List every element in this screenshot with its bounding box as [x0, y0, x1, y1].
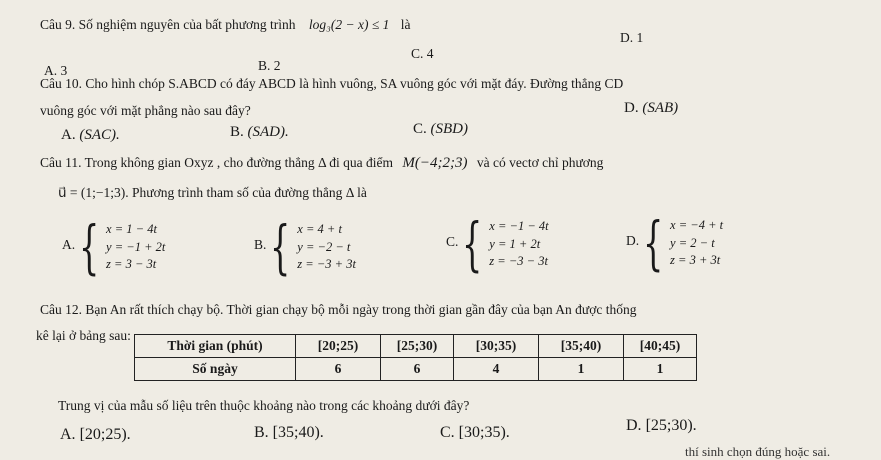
table-cell: 6	[296, 358, 381, 381]
table-cell: 4	[454, 358, 539, 381]
table-row	[135, 335, 697, 358]
q12-line1: Câu 12. Bạn An rất thích chạy bộ. Thời gian chạy bộ mỗi ngày trong thời gian gần đây của bạn An được thống	[40, 302, 637, 317]
q9-text: Câu 9. Số nghiệm nguyên của bất phương trình log₃(2 − x) ≤ 1 là	[40, 17, 411, 32]
q9-option-b[interactable]: B. 2	[258, 58, 281, 73]
q12-question: Trung vị của mẫu số liệu trên thuộc khoảng nào trong các khoảng dưới đây?	[58, 398, 470, 413]
q10-option-a[interactable]: A. (SAC).	[61, 127, 120, 143]
q12-line2: kê lại ở bảng sau:	[36, 328, 131, 343]
q9-option-a[interactable]: A. 3	[44, 63, 68, 78]
q10-option-c[interactable]: C. (SBD)	[413, 121, 469, 137]
table-cell: 1	[624, 358, 697, 381]
q11-option-c[interactable]: C. { x = −1 − 4t y = 1 + 2t z = −3 − 3t	[446, 210, 549, 278]
q11-option-b[interactable]: B. { x = 4 + t y = −2 − t z = −3 + 3t	[254, 213, 356, 281]
q12-option-d[interactable]: D. [25;30).	[626, 417, 697, 434]
q11-option-d[interactable]: D. { x = −4 + t y = 2 − t z = 3 + 3t	[626, 209, 724, 277]
table-cell: [35;40)	[539, 335, 624, 358]
frequency-table	[134, 334, 697, 381]
q11-line1: Câu 11. Trong không gian Oxyz , cho đường thẳng Δ đi qua điểm M(−4;2;3) và có vectơ chỉ phương	[40, 155, 604, 171]
footer-text: thí sinh chọn đúng hoặc sai.	[685, 444, 831, 459]
table-cell: 6	[381, 358, 454, 381]
q11-option-a[interactable]: A. { x = 1 − 4t y = −1 + 2t z = 3 − 3t	[62, 213, 166, 281]
q11-line2: u⃗ = (1;−1;3). Phương trình tham số của đường thẳng Δ là	[58, 185, 367, 200]
q12-option-a[interactable]: A. [20;25).	[60, 426, 131, 443]
q12-option-b[interactable]: B. [35;40).	[254, 424, 324, 441]
table-cell: [25;30)	[381, 335, 454, 358]
table-cell: [40;45)	[624, 335, 697, 358]
q10-line1: Câu 10. Cho hình chóp S.ABCD có đáy ABCD là hình vuông, SA vuông góc với mặt đáy. Đường thẳng CD	[40, 76, 624, 91]
table-count-label: Số ngày	[135, 358, 296, 381]
q9-option-c[interactable]: C. 4	[411, 46, 434, 61]
q12-option-c[interactable]: C. [30;35).	[440, 424, 510, 441]
q10-option-b[interactable]: B. (SAD).	[230, 124, 289, 140]
table-cell: [20;25)	[296, 335, 381, 358]
q9-expression: log₃(2 − x) ≤ 1	[308, 17, 390, 32]
q10-option-d[interactable]: D. (SAB)	[624, 100, 679, 116]
table-cell: [30;35)	[454, 335, 539, 358]
q9-option-d[interactable]: D. 1	[620, 30, 644, 45]
q11-point: M(−4;2;3)	[402, 155, 468, 171]
q10-line2: vuông góc với mặt phẳng nào sau đây?	[40, 103, 251, 118]
table-header-label: Thời gian (phút)	[135, 335, 296, 358]
table-cell: 1	[539, 358, 624, 381]
table-row	[135, 358, 697, 381]
